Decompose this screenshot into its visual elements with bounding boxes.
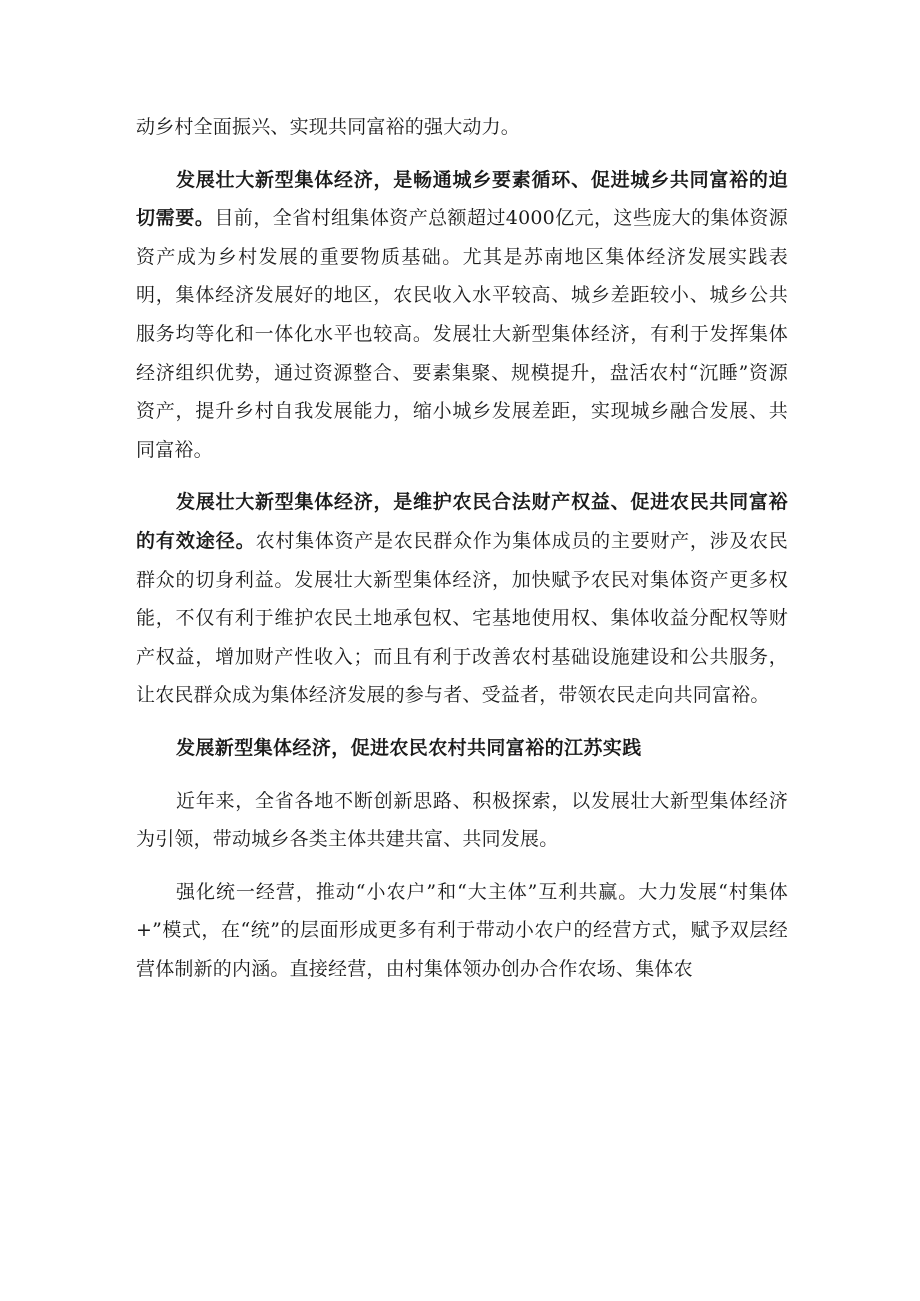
paragraph-lead-sentence: 发展壮大新型集体经济，是畅通城乡要素循环、促进城乡共同富裕的迫切需要。 xyxy=(136,168,788,230)
paragraph-urban-rural-integration xyxy=(136,161,788,470)
paragraph-body-text: 农村集体资产是农民群众作为集体成员的主要财产，涉及农民群众的切身利益。发展壮大新型集体经济，加快赋予农民对集体资产更多权能，不仅有利于维护农民土地承包权、宅基地使用权、集体收益分配权等财产权益，增加财产性收入；而且有利于改善农村基础设施建设和公共服务，让农民群众成为集体经济发展的参与者、受益者，带领农民走向共同富裕。 xyxy=(136,529,788,707)
paragraph-lead-sentence: 发展壮大新型集体经济，是维护农民合法财产权益、促进农民共同富裕的有效途径。 xyxy=(136,491,788,552)
paragraph-unified-operation: 强化统一经营，推动“小农户”和“大主体”互利共赢。大力发展“村集体+”模式，在“统”的层面形成更多有利于带动小农户的经营方式，赋予双层经营体制新的内涵。直接经营，由村集体领办创办合作农场、集体农 xyxy=(136,880,788,980)
document-body xyxy=(136,108,788,1002)
paragraph-farmer-property-rights xyxy=(136,483,788,715)
paragraph-recent-practice: 近年来，全省各地不断创新思路、积极探索，以发展壮大新型集体经济为引领，带动城乡各类主体共建共富、共同发展。 xyxy=(136,789,788,851)
paragraph-continuation: 动乡村全面振兴、实现共同富裕的强大动力。 xyxy=(136,116,521,138)
section-heading: 发展新型集体经济，促进农民农村共同富裕的江苏实践 xyxy=(176,736,642,759)
paragraph-body-text: 目前，全省村组集体资产总额超过4000亿元，这些庞大的集体资源资产成为乡村发展的重要物质基础。尤其是苏南地区集体经济发展实践表明，集体经济发展好的地区，农民收入水平较高、城乡差距较小、城乡公共服务均等化和一体化水平也较高。发展壮大新型集体经济，有利于发挥集体经济组织优势，通过资源整合、要素集聚、规模提升，盘活农村“沉睡”资源资产，提升乡村自我发展能力，缩小城乡发展差距，实现城乡融合发展、共同富裕。 xyxy=(136,207,788,461)
